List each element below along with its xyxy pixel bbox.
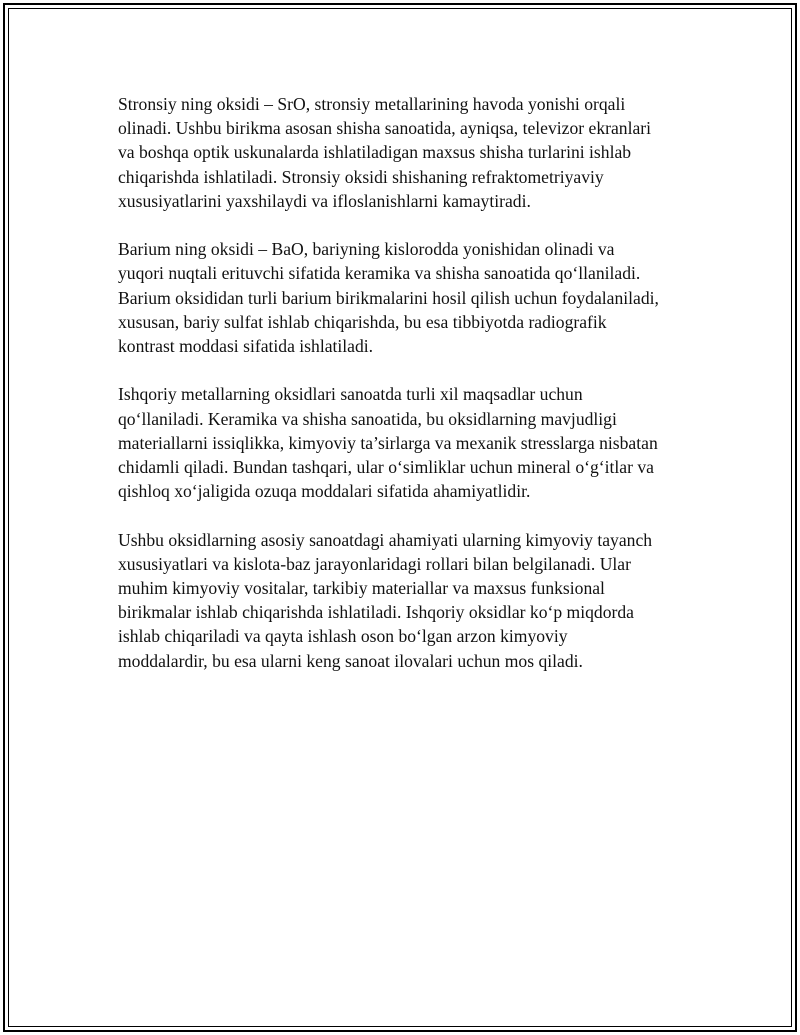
paragraph-strontium-oxide: [118, 92, 688, 213]
text-line: birikmalar ishlab chiqarishda ishlatiladi. Ishqoriy oksidlar ko‘p miqdorda: [118, 602, 634, 623]
text-line: xususiyatlari va kislota-baz jarayonlaridagi rollari bilan belgilanadi. Ular: [118, 553, 631, 574]
text-line: yuqori nuqtali erituvchi sifatida keramika va shisha sanoatida qo‘llaniladi.: [118, 263, 641, 284]
text-line: Barium oksididan turli barium birikmalarini hosil qilish uchun foydalaniladi,: [118, 287, 659, 308]
text-line: qo‘llaniladi. Keramika va shisha sanoatida, bu oksidlarning mavjudligi: [118, 408, 617, 429]
text-line: Stronsiy ning oksidi – SrO, stronsiy metallarining havoda yonishi orqali: [118, 94, 626, 114]
text-line: materiallarni issiqlikka, kimyoviy ta’sirlarga va mexanik stresslarga nisbatan: [118, 432, 658, 453]
text-line: Barium ning oksidi – BaO, bariyning kislorodda yonishidan olinadi va: [118, 239, 615, 260]
text-line: moddalardir, bu esa ularni keng sanoat ilovalari uchun mos qiladi.: [118, 650, 583, 671]
text-line: chiqarishda ishlatiladi. Stronsiy oksidi shishaning refraktometriyaviy: [118, 166, 604, 187]
text-line: Ushbu oksidlarning asosiy sanoatdagi ahamiyati ularning kimyoviy tayanch: [118, 529, 653, 550]
text-line: qishloq xo‘jaligida ozuqa moddalari sifatida ahamiyatlidir.: [118, 481, 531, 502]
paragraph-industrial-significance: [118, 528, 688, 673]
text-line: muhim kimyoviy vositalar, tarkibiy materiallar va maxsus funksional: [118, 578, 605, 599]
text-line: olinadi. Ushbu birikma asosan shisha sanoatida, ayniqsa, televizor ekranlari: [118, 118, 652, 139]
paragraph-alkaline-oxides-uses: [118, 382, 688, 503]
document-body: [118, 92, 688, 697]
text-line: xususiyatlarini yaxshilaydi va ifloslanishlarni kamaytiradi.: [118, 190, 531, 211]
text-line: kontrast moddasi sifatida ishlatiladi.: [118, 336, 374, 357]
text-line: ishlab chiqariladi va qayta ishlash oson bo‘lgan arzon kimyoviy: [118, 626, 568, 647]
text-line: Ishqoriy metallarning oksidlari sanoatda turli xil maqsadlar uchun: [118, 384, 583, 405]
text-line: va boshqa optik uskunalarda ishlatiladigan maxsus shisha turlarini ishlab: [118, 142, 632, 163]
text-line: xususan, bariy sulfat ishlab chiqarishda, bu esa tibbiyotda radiografik: [118, 311, 607, 332]
paragraph-barium-oxide: [118, 237, 688, 358]
text-line: chidamli qiladi. Bundan tashqari, ular o‘simliklar uchun mineral o‘g‘itlar va: [118, 457, 654, 478]
